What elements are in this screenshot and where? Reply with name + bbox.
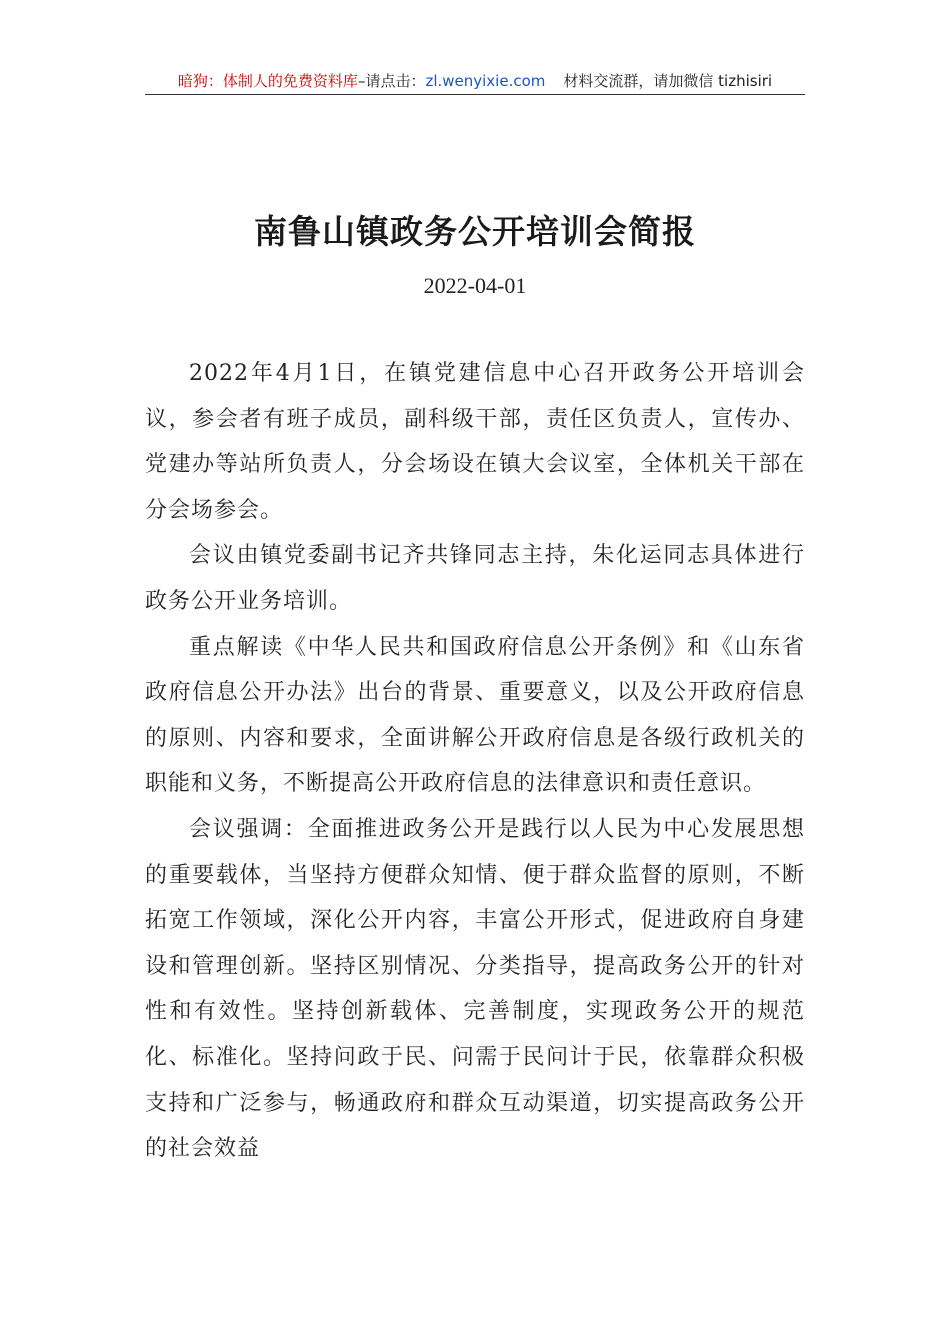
paragraph-1: 2022年4月1日，在镇党建信息中心召开政务公开培训会议，参会者有班子成员，副科级干部，责任区负责人，宣传办、党建办等站所负责人，分会场设在镇大会议室，全体机关干部在分会场参会。 xyxy=(145,361,805,523)
document-title: 南鲁山镇政务公开培训会简报 xyxy=(254,212,696,251)
header-link[interactable]: zl.wenyixie.com xyxy=(425,72,546,90)
paragraph-4: 会议强调：全面推进政务公开是践行以人民为中心发展思想的重要载体，当坚持方便群众知情、便于群众监督的原则，不断拓宽工作领域，深化公开内容，丰富公开形式，促进政府自身建设和管理创新。坚持区别情况、分类指导，提高政务公开的针对性和有效性。坚持创新载体、完善制度，实现政务公开的规范化、标准化。坚持问政于民、问需于民问计于民，依靠群众积极支持和广泛参与，畅通政府和群众互动渠道，切实提高政务公开的社会效益 xyxy=(145,816,805,1162)
page-header xyxy=(145,70,805,95)
header-wechat: 材料交流群，请加微信 tizhisiri xyxy=(563,72,773,90)
paragraph-2: 会议由镇党委副书记齐共锋同志主持，朱化运同志具体进行政务公开业务培训。 xyxy=(145,543,805,614)
header-brand: 暗狗：体制人的免费资料库 xyxy=(177,72,358,90)
document-date: 2022-04-01 xyxy=(423,273,527,298)
document-body xyxy=(145,351,805,1172)
paragraph-3: 重点解读《中华人民共和国政府信息公开条例》和《山东省政府信息公开办法》出台的背景、重要意义，以及公开政府信息的原则、内容和要求，全面讲解公开政府信息是各级行政机关的职能和义务，不断提高公开政府信息的法律意识和责任意识。 xyxy=(145,634,805,797)
header-prompt: –请点击： xyxy=(357,72,426,90)
